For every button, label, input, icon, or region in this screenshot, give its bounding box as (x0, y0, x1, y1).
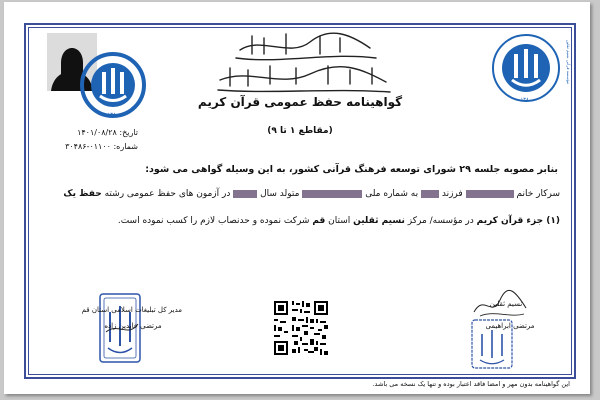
line1-part-c: به شماره ملی (365, 189, 419, 199)
line1-part-e: در آزمون های حفظ عمومی رشته (104, 189, 231, 199)
line1-part-d: متولد سال (260, 189, 300, 199)
line2-part-b: در مؤسسه/ مرکز (407, 216, 474, 226)
basmala-text: بسم الله الرحمن الرحيم (269, 49, 331, 56)
line2-part-d: استان (328, 216, 351, 226)
redacted-birth-year (233, 190, 257, 198)
line1-part-a: سرکار خانم (516, 189, 560, 199)
left-signer-name: مرتضی عابدین زاده (104, 322, 162, 330)
line2-part-e: قم (312, 216, 326, 226)
line2-part-f: شرکت نموده و حدنصاب لازم را کسب نموده است. (117, 216, 310, 226)
number-row (40, 142, 138, 151)
certificate-subtitle: (مقاطع ۱ تا ۹) (267, 126, 333, 136)
logo-left-year: ۱۳۸۰ (107, 112, 119, 118)
date-row (40, 128, 138, 137)
line2-part-c: نسیم ثقلین (353, 216, 405, 226)
logo-right-year: ۱۳۸۰ (520, 97, 532, 103)
logo-right-arc-text: مؤسسه قرآنی نسیم ثقلین (566, 40, 571, 85)
right-signer-name: مرتضی ابراهیمی (485, 322, 535, 330)
redacted-father-name (421, 190, 439, 198)
number-label: شماره: (113, 142, 138, 151)
right-signer-org: نسیم ثقلین (489, 300, 523, 308)
certificate-title: گواهینامه حفظ عمومی قرآن کریم (197, 95, 403, 109)
body-line-1 (40, 189, 560, 199)
verification-qr-code (272, 299, 330, 357)
number-value: ۰۱۱۰۰-۳۰۴۸۶ (65, 142, 111, 151)
redacted-name (466, 190, 514, 198)
date-value: ۱۴۰۱/۰۸/۲۸ (77, 128, 117, 137)
verse-text: إِنَّا نَحْنُ نَزَّلْنَا الذِّكْرَ وَإِنَّا لَهُ لَحَافِظُونَ (257, 83, 343, 90)
institute-logo-left (78, 50, 148, 120)
basmala-calligraphy (200, 28, 400, 96)
body-line-2 (117, 216, 560, 226)
footer-note: این گواهینامه بدون مهر و امضا فاقد اعتبار بوده و تنها یک نسخه می باشد. (372, 380, 570, 388)
line1-part-f: حفظ یک (63, 189, 102, 199)
date-label: تاریخ: (119, 128, 138, 137)
redacted-national-id (302, 190, 362, 198)
line1-part-b: فرزند (441, 189, 463, 199)
intro-text: بنابر مصوبه جلسه ۲۹ شورای توسعه فرهنگ قرآنی کشور، به این وسیله گواهی می شود: (145, 164, 558, 175)
institute-logo-right (490, 32, 562, 104)
line2-part-a: (۱) جزء قرآن کریم (476, 216, 560, 226)
left-signer-title: مدیر کل تبلیغات اسلامی استان قم (81, 306, 182, 314)
